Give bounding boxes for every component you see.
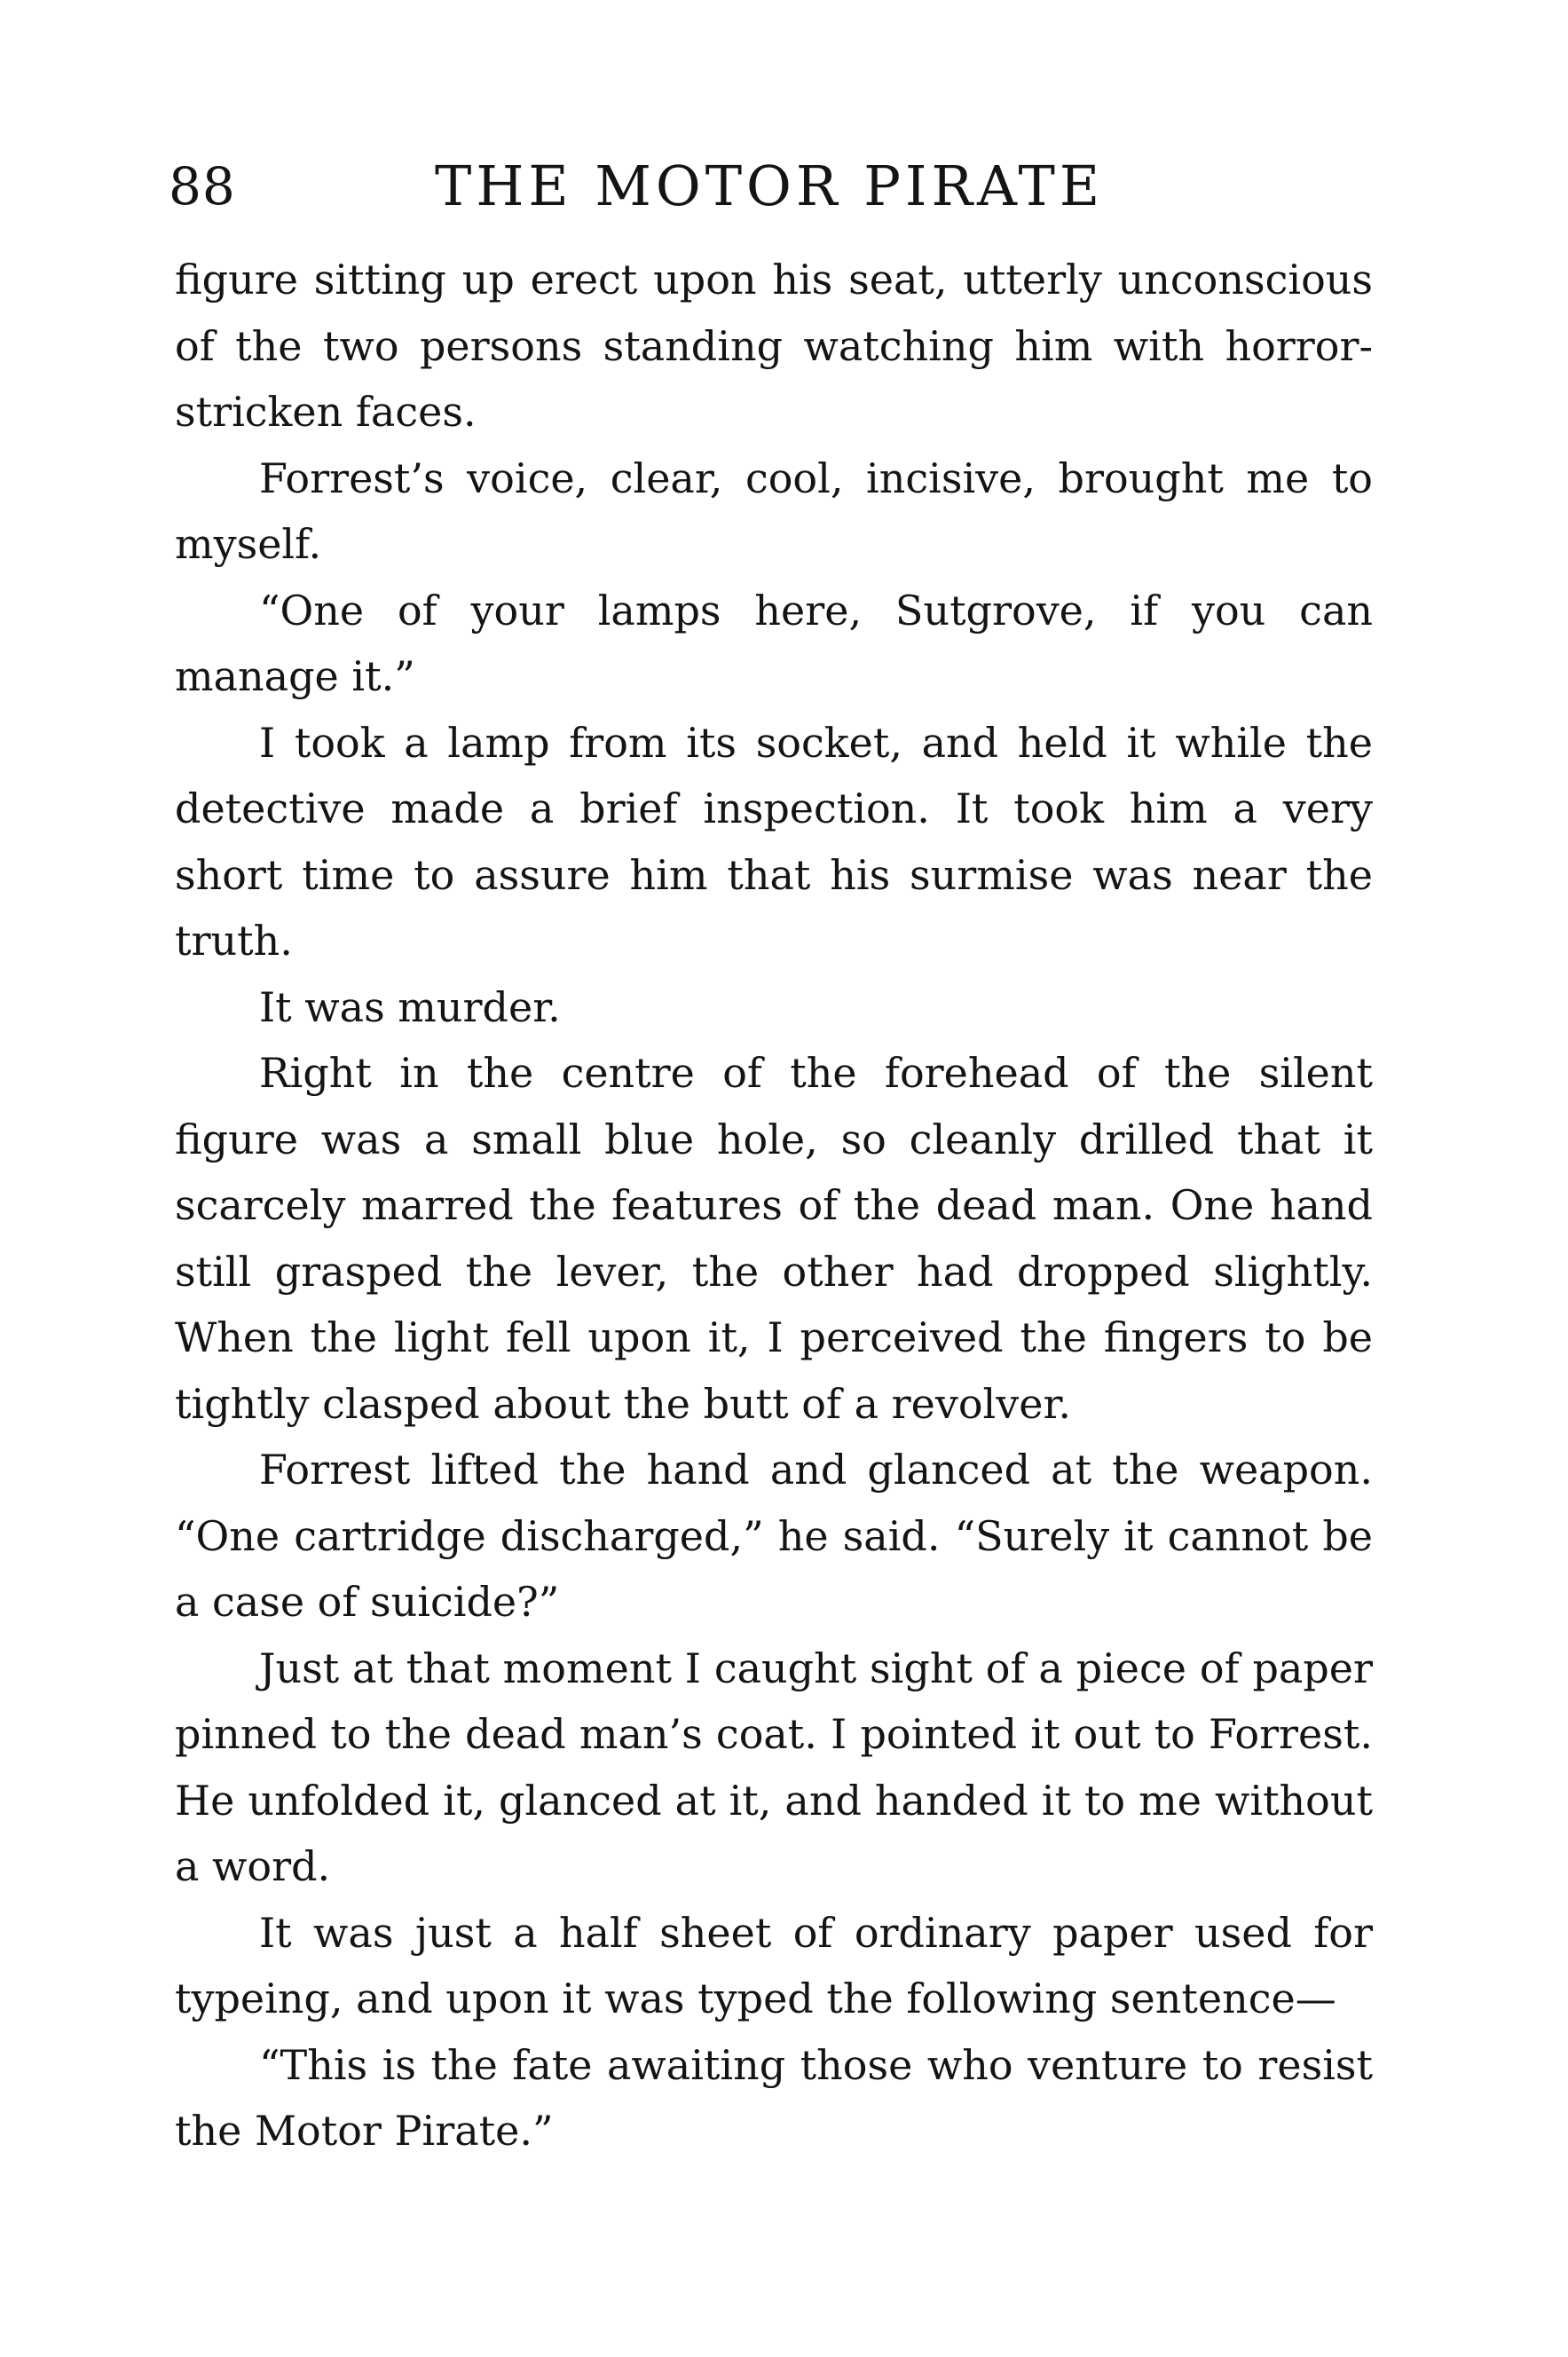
paragraph: Right in the centre of the forehead of the silent figure was a small blue hole, so cleanly drilled that it scarcely marred the features of the dead man. One hand still grasped the lever, the other had dropped slightly. When the light fell upon it, I perceived the fingers to be tightly clasped about the butt of a revolver. xyxy=(175,1049,1373,1428)
paragraph: It was just a half sheet of ordinary paper used for typeing, and upon it was typed the following sentence— xyxy=(175,1908,1373,2022)
page-header xyxy=(169,146,1375,226)
paragraph: I took a lamp from its socket, and held it while the detective made a brief inspection. It took him a very short time to assure him that his surmise was near the truth. xyxy=(175,718,1373,965)
paragraph: “One of your lamps here, Sutgrove, if you can manage it.” xyxy=(175,586,1373,700)
paragraph: Forrest lifted the hand and glanced at the weapon. “One cartridge discharged,” he said. “Surely it cannot be a case of suicide?” xyxy=(175,1446,1373,1626)
paragraph-continued: figure sitting up erect upon his seat, utterly unconscious of the two persons standing watching him with horror-stricken faces. xyxy=(175,256,1373,436)
paragraph-quote: “This is the fate awaiting those who venture to resist the Motor Pirate.” xyxy=(175,2040,1373,2155)
page-number: 88 xyxy=(169,156,236,217)
running-title: THE MOTOR PIRATE xyxy=(435,154,1105,218)
paragraph: It was murder. xyxy=(259,982,561,1031)
body-text xyxy=(175,247,1373,2164)
paragraph: Just at that moment I caught sight of a piece of paper pinned to the dead man’s coat. I pointed it out to Forrest. He unfolded it, glanced at it, and handed it to me without a word. xyxy=(175,1644,1373,1890)
paragraph: Forrest’s voice, clear, cool, incisive, brought me to myself. xyxy=(175,453,1373,568)
